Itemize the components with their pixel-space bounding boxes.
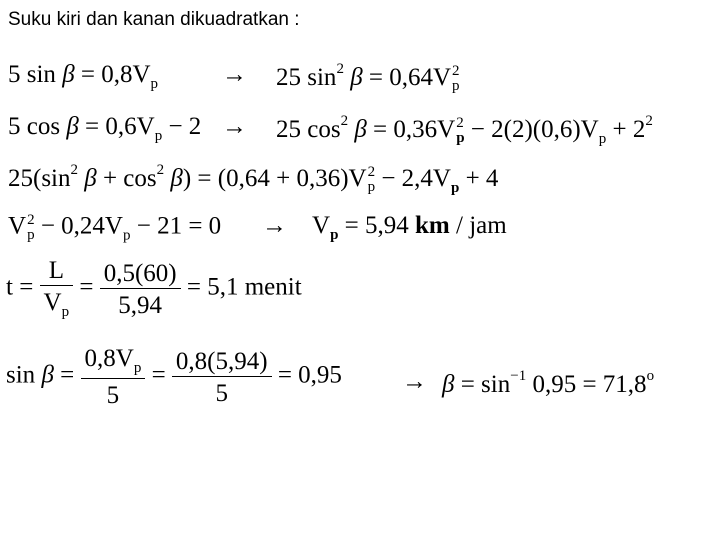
equation-4-left: V 2 p − $0,24V_p - 21 = 0$	[8, 212, 222, 244]
equation-3: $25(\sin^2$ $\beta + \cos^2 \beta) = (0,64 + 0,36)V$ 2 p − $2,4V_p + 4$	[8, 162, 499, 196]
fraction: $\frac{L}{V_p}$	[40, 258, 74, 320]
beta-symbol: β	[62, 61, 75, 88]
equation-5: t = $\frac{L}{V_p}$ = $\frac{0,5(60)}{5,94}$ = 5,1 menit	[6, 257, 302, 320]
equation-4-result: $V_p = 5,94$ km / jam	[312, 212, 507, 243]
equation-6-result: $\beta = \sin^{-1} 0,95 = 71,8^o$	[442, 368, 655, 398]
fraction: $\frac{0,8V_p}{5}$	[81, 346, 146, 408]
equation-1-right: 25 $\sin^2 \beta = 0,64V$ 2 p	[276, 61, 460, 95]
equation-2-left: 5 $\cos \beta = 0,6V_p - 2$	[8, 113, 202, 144]
fraction: $\frac{0,5(60)}{5,94}$	[100, 261, 181, 318]
equation-2-right: 25 $\cos^2 \beta = 0,36V$ 2 p − $2(2)(0,6)V_p + 2^2$	[276, 113, 653, 147]
equation-6-left: sin β = $\frac{0,8V_p}{5}$ = $\frac{0,8(5,94)}{5}$ = 0,95	[6, 345, 342, 409]
arrow-symbol: →	[402, 368, 427, 395]
arrow-symbol: →	[262, 212, 287, 239]
equation-1-left: 5 $\sin \beta = 0,8V_p$	[8, 61, 159, 92]
fraction: $\frac{0,8(5,94)}{5}$	[172, 349, 272, 406]
arrow-symbol: →	[222, 61, 247, 88]
slide-title: Suku kiri dan kanan dikuadratkan :	[8, 9, 300, 30]
arrow-symbol: →	[222, 113, 247, 140]
